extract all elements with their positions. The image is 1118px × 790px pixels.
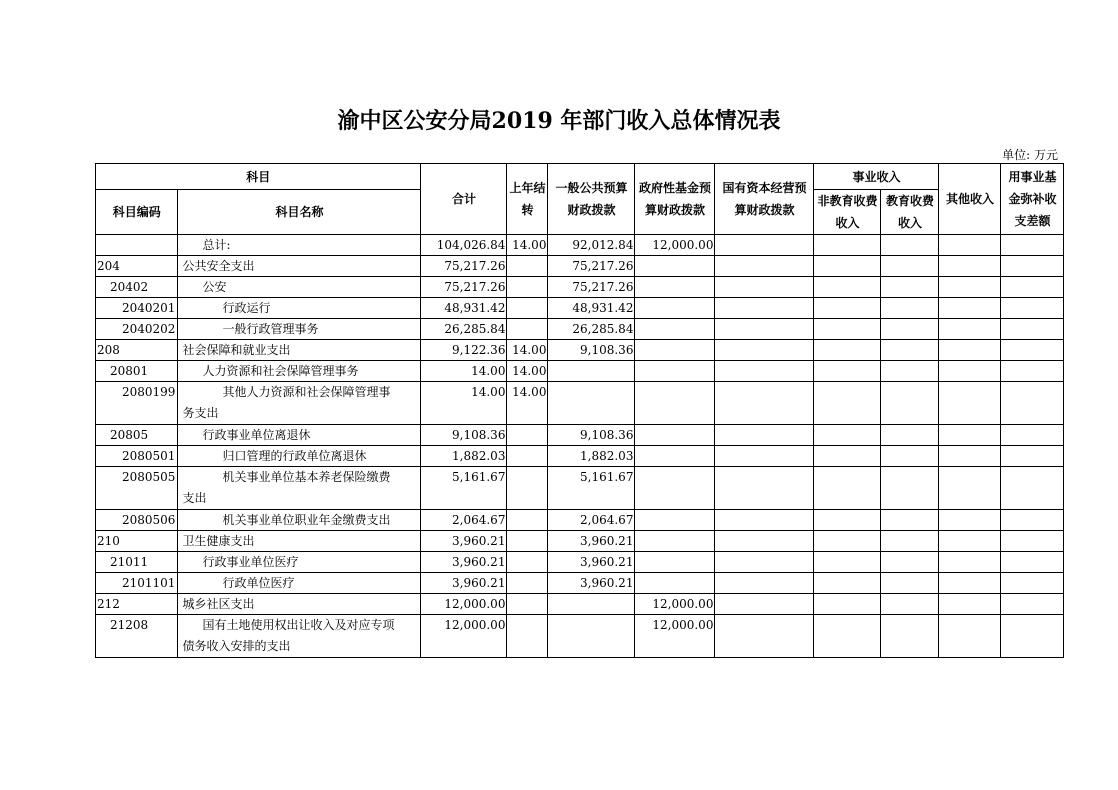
cell-total: 14.00 [421,382,507,425]
cell-empty [939,615,1001,658]
cell-name: 行政事业单位离退休 [178,425,421,446]
cell-name: 卫生健康支出 [178,531,421,552]
header-general-budget: 一般公共预算财政拨款 [548,164,635,235]
cell-total: 1,882.03 [421,446,507,467]
cell-empty [881,319,939,340]
cell-carryover: 14.00 [507,361,548,382]
cell-empty [881,573,939,594]
cell-empty [814,382,881,425]
cell-empty [881,510,939,531]
cell-empty [1001,340,1064,361]
cell-govfund [635,552,715,573]
page-title: 渝中区公安分局2019 年部门收入总体情况表 [337,108,781,134]
header-subject: 科目 [96,164,421,190]
cell-govfund [635,361,715,382]
cell-general: 5,161.67 [548,467,635,510]
cell-general: 3,960.21 [548,573,635,594]
cell-total: 2,064.67 [421,510,507,531]
cell-general: 3,960.21 [548,552,635,573]
cell-empty [715,467,814,510]
cell-empty [1001,361,1064,382]
cell-name: 机关事业单位职业年金缴费支出 [178,510,421,531]
cell-code [96,235,178,256]
cell-empty [881,235,939,256]
cell-code: 21011 [96,552,178,573]
header-fund-supplement: 用事业基金弥补收支差额 [1001,164,1064,235]
cell-empty [715,573,814,594]
cell-carryover [507,277,548,298]
cell-empty [1001,319,1064,340]
cell-empty [1001,298,1064,319]
cell-empty [1001,510,1064,531]
cell-govfund [635,425,715,446]
cell-empty [814,340,881,361]
cell-empty [715,256,814,277]
cell-empty [1001,235,1064,256]
cell-empty [814,510,881,531]
cell-empty [881,467,939,510]
cell-total: 9,122.36 [421,340,507,361]
cell-govfund [635,277,715,298]
cell-name-line2: 务支出 [182,406,219,420]
cell-empty [939,573,1001,594]
cell-general: 9,108.36 [548,340,635,361]
cell-general: 75,217.26 [548,256,635,277]
cell-empty [939,277,1001,298]
cell-total: 104,026.84 [421,235,507,256]
cell-empty [1001,382,1064,425]
cell-code: 2080501 [96,446,178,467]
cell-empty [814,256,881,277]
cell-empty [1001,531,1064,552]
cell-name: 行政事业单位医疗 [178,552,421,573]
income-table [95,163,1064,658]
table-row [96,552,1064,573]
cell-empty [814,277,881,298]
cell-empty [715,425,814,446]
cell-empty [715,446,814,467]
cell-empty [939,510,1001,531]
table-row [96,298,1064,319]
cell-empty [814,319,881,340]
header-other-income: 其他收入 [939,164,1001,235]
cell-empty [1001,467,1064,510]
cell-general [548,361,635,382]
cell-empty [939,531,1001,552]
cell-carryover [507,531,548,552]
table-row [96,510,1064,531]
cell-empty [715,298,814,319]
cell-empty [939,446,1001,467]
cell-code: 21208 [96,615,178,658]
cell-empty [715,277,814,298]
cell-govfund [635,573,715,594]
cell-empty [715,615,814,658]
cell-empty [939,298,1001,319]
cell-general: 9,108.36 [548,425,635,446]
cell-code: 204 [96,256,178,277]
cell-empty [814,446,881,467]
cell-total: 12,000.00 [421,594,507,615]
cell-empty [939,594,1001,615]
cell-empty [814,531,881,552]
cell-code: 2080506 [96,510,178,531]
cell-govfund [635,531,715,552]
cell-empty [715,319,814,340]
cell-empty [715,382,814,425]
table-row [96,340,1064,361]
cell-empty [814,425,881,446]
cell-code: 2040201 [96,298,178,319]
cell-general: 2,064.67 [548,510,635,531]
table-row [96,594,1064,615]
cell-carryover [507,298,548,319]
header-code: 科目编码 [96,190,178,235]
cell-total: 3,960.21 [421,573,507,594]
cell-empty [881,594,939,615]
table-row [96,277,1064,298]
cell-code: 2101101 [96,573,178,594]
header-state-capital: 国有资本经营预算财政拨款 [715,164,814,235]
cell-empty [1001,425,1064,446]
cell-empty [939,256,1001,277]
cell-govfund [635,256,715,277]
cell-general: 75,217.26 [548,277,635,298]
cell-empty [814,552,881,573]
header-total: 合计 [421,164,507,235]
cell-code: 2040202 [96,319,178,340]
cell-name: 社会保障和就业支出 [178,340,421,361]
cell-total: 3,960.21 [421,531,507,552]
cell-empty [939,361,1001,382]
cell-empty [881,425,939,446]
cell-carryover [507,510,548,531]
cell-empty [814,594,881,615]
cell-name [178,382,421,425]
cell-empty [1001,615,1064,658]
cell-name: 一般行政管理事务 [178,319,421,340]
cell-general [548,594,635,615]
table-row [96,467,1064,510]
cell-empty [814,615,881,658]
cell-code: 20402 [96,277,178,298]
cell-general: 26,285.84 [548,319,635,340]
cell-name-line1: 国有土地使用权出让收入及对应专项 [202,618,395,632]
cell-carryover [507,573,548,594]
cell-empty [881,382,939,425]
cell-govfund: 12,000.00 [635,615,715,658]
cell-empty [881,531,939,552]
cell-empty [814,235,881,256]
cell-empty [715,340,814,361]
cell-total: 26,285.84 [421,319,507,340]
cell-govfund [635,298,715,319]
cell-govfund [635,340,715,361]
cell-carryover [507,256,548,277]
cell-govfund [635,446,715,467]
cell-empty [939,319,1001,340]
table-row [96,446,1064,467]
cell-code: 20805 [96,425,178,446]
cell-total: 5,161.67 [421,467,507,510]
table-row [96,425,1064,446]
cell-name: 城乡社区支出 [178,594,421,615]
cell-empty [939,467,1001,510]
cell-empty [814,467,881,510]
cell-carryover [507,467,548,510]
header-edu-fee: 教育收费收入 [881,190,939,235]
cell-total: 3,960.21 [421,552,507,573]
cell-carryover: 14.00 [507,235,548,256]
cell-name: 行政单位医疗 [178,573,421,594]
cell-empty [715,235,814,256]
cell-carryover [507,446,548,467]
cell-name-line1: 其他人力资源和社会保障管理事 [222,385,391,399]
cell-name [178,615,421,658]
cell-total: 9,108.36 [421,425,507,446]
cell-empty [1001,256,1064,277]
cell-empty [881,446,939,467]
cell-general [548,382,635,425]
table-row [96,256,1064,277]
cell-total: 75,217.26 [421,277,507,298]
cell-empty [939,340,1001,361]
cell-empty [715,552,814,573]
cell-empty [881,615,939,658]
cell-empty [881,361,939,382]
header-non-edu-fee: 非教育收费收入 [814,190,881,235]
cell-general: 3,960.21 [548,531,635,552]
cell-empty [1001,446,1064,467]
cell-name: 行政运行 [178,298,421,319]
cell-empty [814,361,881,382]
cell-empty [715,361,814,382]
cell-general: 92,012.84 [548,235,635,256]
cell-total: 75,217.26 [421,256,507,277]
table-row [96,573,1064,594]
table-row [96,361,1064,382]
cell-empty [939,425,1001,446]
cell-name [178,467,421,510]
cell-name: 公共安全支出 [178,256,421,277]
header-name: 科目名称 [178,190,421,235]
cell-govfund [635,510,715,531]
cell-name: 人力资源和社会保障管理事务 [178,361,421,382]
cell-empty [939,235,1001,256]
cell-carryover [507,552,548,573]
cell-govfund: 12,000.00 [635,594,715,615]
table-row [96,319,1064,340]
cell-carryover: 14.00 [507,382,548,425]
cell-code: 2080199 [96,382,178,425]
cell-general: 48,931.42 [548,298,635,319]
cell-empty [881,298,939,319]
cell-empty [715,510,814,531]
cell-name-line2: 支出 [182,491,207,505]
table-row [96,382,1064,425]
cell-govfund [635,382,715,425]
cell-general: 1,882.03 [548,446,635,467]
cell-govfund [635,467,715,510]
cell-name: 归口管理的行政单位离退休 [178,446,421,467]
cell-total: 14.00 [421,361,507,382]
cell-carryover [507,594,548,615]
cell-govfund [635,319,715,340]
unit-label: 单位: 万元 [1002,148,1058,162]
cell-code: 210 [96,531,178,552]
cell-empty [1001,552,1064,573]
cell-code: 212 [96,594,178,615]
cell-empty [1001,594,1064,615]
cell-empty [814,573,881,594]
table-row [96,235,1064,256]
header-business-income: 事业收入 [814,164,939,190]
cell-empty [881,340,939,361]
cell-total: 12,000.00 [421,615,507,658]
table-row [96,615,1064,658]
cell-empty [939,382,1001,425]
cell-empty [814,298,881,319]
cell-empty [1001,573,1064,594]
cell-empty [1001,277,1064,298]
cell-empty [715,594,814,615]
cell-general [548,615,635,658]
cell-empty [881,552,939,573]
cell-code: 20801 [96,361,178,382]
cell-carryover [507,425,548,446]
cell-empty [881,256,939,277]
cell-carryover: 14.00 [507,340,548,361]
cell-name: 公安 [178,277,421,298]
cell-name: 总计: [178,235,421,256]
cell-govfund: 12,000.00 [635,235,715,256]
cell-name-line2: 债务收入安排的支出 [182,639,291,653]
cell-code: 208 [96,340,178,361]
cell-total: 48,931.42 [421,298,507,319]
table-row [96,531,1064,552]
cell-code: 2080505 [96,467,178,510]
cell-carryover [507,319,548,340]
cell-carryover [507,615,548,658]
header-carryover: 上年结转 [507,164,548,235]
cell-empty [939,552,1001,573]
cell-empty [881,277,939,298]
cell-name-line1: 机关事业单位基本养老保险缴费 [222,470,391,484]
header-gov-fund: 政府性基金预算财政拨款 [635,164,715,235]
cell-empty [715,531,814,552]
